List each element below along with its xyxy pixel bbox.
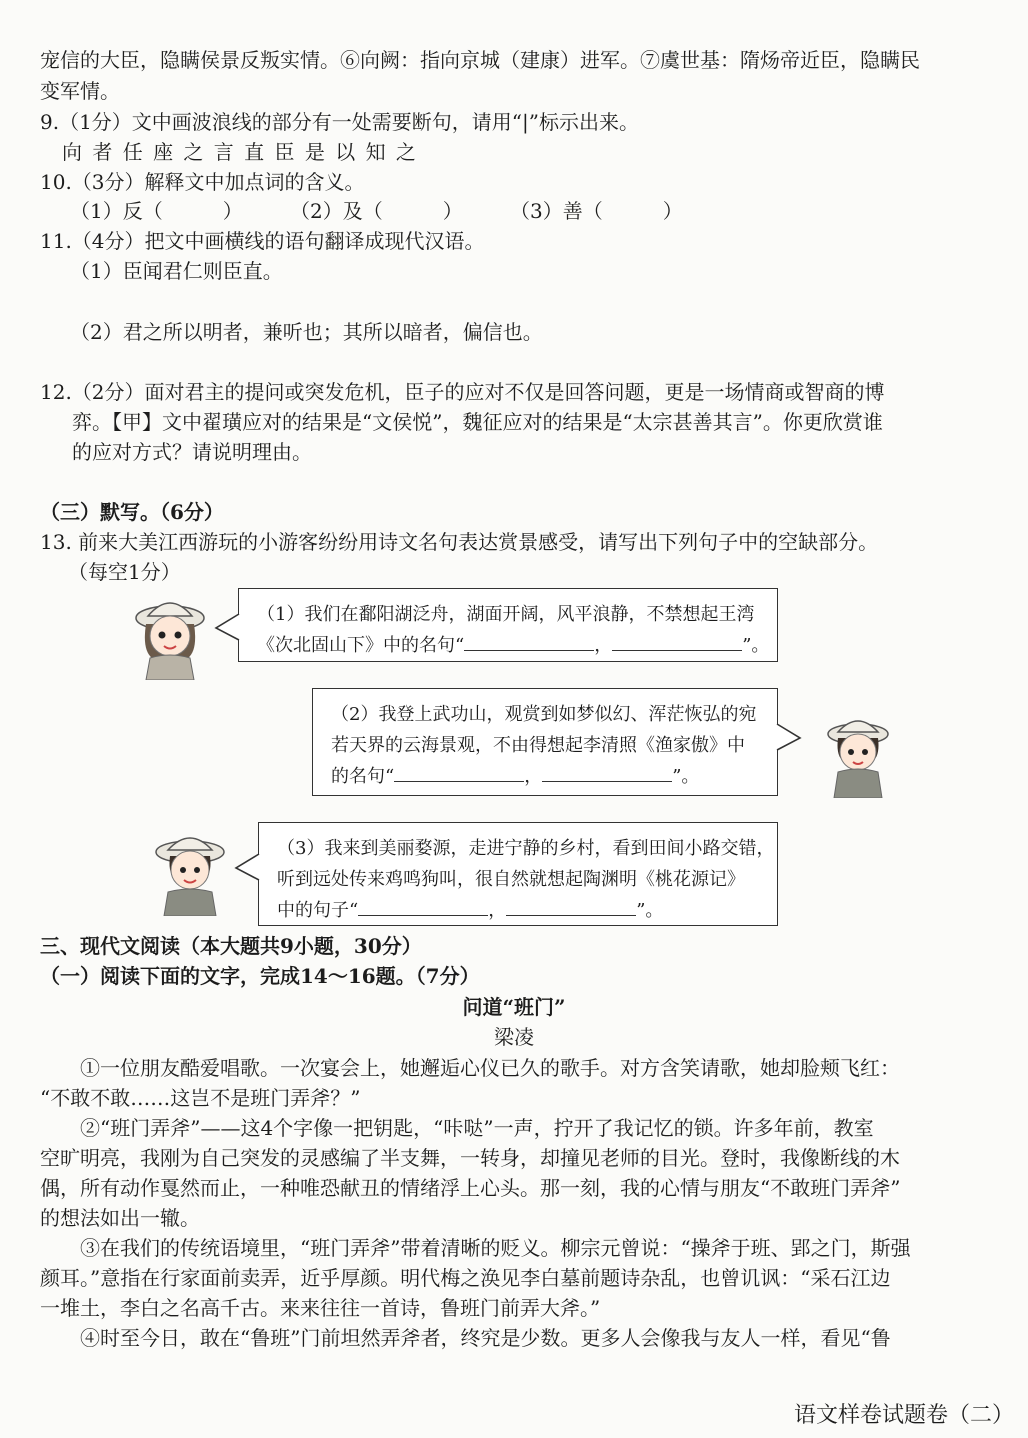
section-dictation-heading: （三）默写。（6分）	[40, 500, 224, 524]
speech-bubble-1	[238, 588, 778, 662]
question-11-item-1: （1）臣闻君仁则臣直。	[70, 259, 283, 283]
bubble-3-tail	[234, 852, 260, 882]
girl-tourist-icon	[130, 588, 212, 680]
comma: ，	[488, 900, 507, 921]
paragraph-3-line-3: 一堆土，李白之名高千古。来来往往一首诗，鲁班门前弄大斧。”	[40, 1296, 601, 1320]
question-12-line-2: 弈。【甲】文中翟璜应对的结果是“文侯悦”，魏征应对的结果是“太宗甚善其言”。你更欣赏谁	[72, 410, 883, 434]
question-13-line-2: （每空1分）	[68, 560, 181, 584]
paragraph-4-line-1: ④时至今日，敢在“鲁班”门前坦然弄斧者，终究是少数。更多人会像我与友人一样，看见“鲁	[80, 1326, 891, 1350]
question-13-line-1: 13. 前来大美江西游玩的小游客纷纷用诗文名句表达赏景感受，请写出下列句子中的空缺部分。	[40, 530, 879, 554]
comma: ，	[524, 766, 543, 787]
question-10-item-3: （3）善（ ）	[510, 199, 683, 223]
closing-quote: ”。	[636, 900, 664, 921]
question-11: 11.（4分）把文中画横线的语句翻译成现代汉语。	[40, 229, 485, 253]
bubble-2-line-2: 若天界的云海景观，不由得想起李清照《渔家傲》中	[331, 735, 745, 756]
bubble-1-line-1: （1）我们在鄱阳湖泛舟，湖面开阔，风平浪静，不禁想起王湾	[257, 604, 755, 625]
paragraph-3-line-1: ③在我们的传统语境里，“班门弄斧”带着清晰的贬义。柳宗元曾说：“操斧于班、郢之门，斯强	[80, 1236, 911, 1260]
paragraph-2-line-2: 空旷明亮，我刚为自己突发的灵感编了半支舞，一转身，却撞见老师的目光。登时，我像断线的木	[40, 1146, 900, 1170]
paragraph-2-line-4: 的想法如出一辙。	[40, 1206, 200, 1230]
question-10: 10.（3分）解释文中加点词的含义。	[40, 170, 365, 194]
question-12-line-3: 的应对方式？请说明理由。	[72, 440, 312, 464]
page-footer: 语文样卷试题卷（二）	[793, 1403, 1014, 1428]
answer-blank-2b[interactable]	[542, 763, 672, 782]
paragraph-3-line-2: 颜耳。”意指在行家面前卖弄，近乎厚颜。明代梅之涣见李白墓前题诗杂乱，也曾讥讽：“采石江边	[40, 1266, 891, 1290]
article-author: 梁凌	[494, 1025, 534, 1049]
speech-bubble-3	[258, 822, 778, 926]
question-9-text: 向 者 任 座 之 言 直 臣 是 以 知 之	[62, 140, 418, 164]
bubble-2-line-1: （2）我登上武功山，观赏到如梦似幻、浑茫恢弘的宛	[331, 704, 757, 725]
section-modern-reading-heading: 三、现代文阅读（本大题共9小题，30分）	[40, 934, 422, 958]
question-10-item-1: （1）反（ ）	[70, 199, 243, 223]
reading-subheading: （一）阅读下面的文字，完成14～16题。（7分）	[40, 964, 480, 988]
closing-quote: ”。	[742, 635, 770, 656]
bubble-3-line-3: 中的句子“	[277, 900, 359, 921]
answer-blank-2a[interactable]	[394, 763, 524, 782]
paragraph-2-line-3: 偶，所有动作戛然而止，一种唯恐献丑的情绪浮上心头。那一刻，我的心情与朋友“不敢班门弄斧”	[40, 1176, 901, 1200]
answer-blank-1b[interactable]	[612, 632, 742, 651]
bubble-1-line-2: 《次北固山下》中的名句“	[257, 635, 465, 656]
question-11-item-2: （2）君之所以明者，兼听也；其所以暗者，偏信也。	[70, 320, 543, 344]
answer-blank-3a[interactable]	[358, 897, 488, 916]
speech-bubble-2	[312, 688, 778, 796]
question-9: 9.（1分）文中画波浪线的部分有一处需要断句，请用“|”标示出来。	[40, 110, 639, 134]
bubble-2-line-3: 的名句“	[331, 766, 395, 787]
boy-tourist-icon	[150, 824, 232, 916]
article-title: 问道“班门”	[462, 995, 566, 1019]
answer-blank-3b[interactable]	[506, 897, 636, 916]
bubble-3-line-1: （3）我来到美丽婺源，走进宁静的乡村，看到田间小路交错，	[277, 838, 775, 859]
bubble-1-tail	[214, 612, 240, 642]
answer-blank-1a[interactable]	[464, 632, 594, 651]
question-10-item-2: （2）及（ ）	[290, 199, 463, 223]
closing-quote: ”。	[672, 766, 700, 787]
bubble-3-line-2: 听到远处传来鸡鸣狗叫，很自然就想起陶渊明《桃花源记》	[277, 869, 745, 890]
bubble-2-tail	[776, 722, 802, 752]
note-line-1: 宠信的大臣，隐瞒侯景反叛实情。⑥向阙：指向京城（建康）进军。⑦虞世基：隋炀帝近臣，隐瞒民	[40, 48, 920, 72]
paragraph-1-line-1: ①一位朋友酷爱唱歌。一次宴会上，她邂逅心仪已久的歌手。对方含笑请歌，她却脸颊飞红：	[80, 1056, 900, 1080]
paragraph-2-line-1: ②“班门弄斧”——这4个字像一把钥匙，“咔哒”一声，拧开了我记忆的锁。许多年前，教室	[80, 1116, 874, 1140]
comma: ，	[594, 635, 613, 656]
paragraph-1-line-2: “不敢不敢……这岂不是班门弄斧？”	[40, 1086, 361, 1110]
note-line-2: 变军情。	[40, 79, 120, 103]
question-12-line-1: 12.（2分）面对君主的提问或突发危机，臣子的应对不仅是回答问题，更是一场情商或智商的博	[40, 380, 885, 404]
boy-tourist-icon	[820, 710, 898, 798]
